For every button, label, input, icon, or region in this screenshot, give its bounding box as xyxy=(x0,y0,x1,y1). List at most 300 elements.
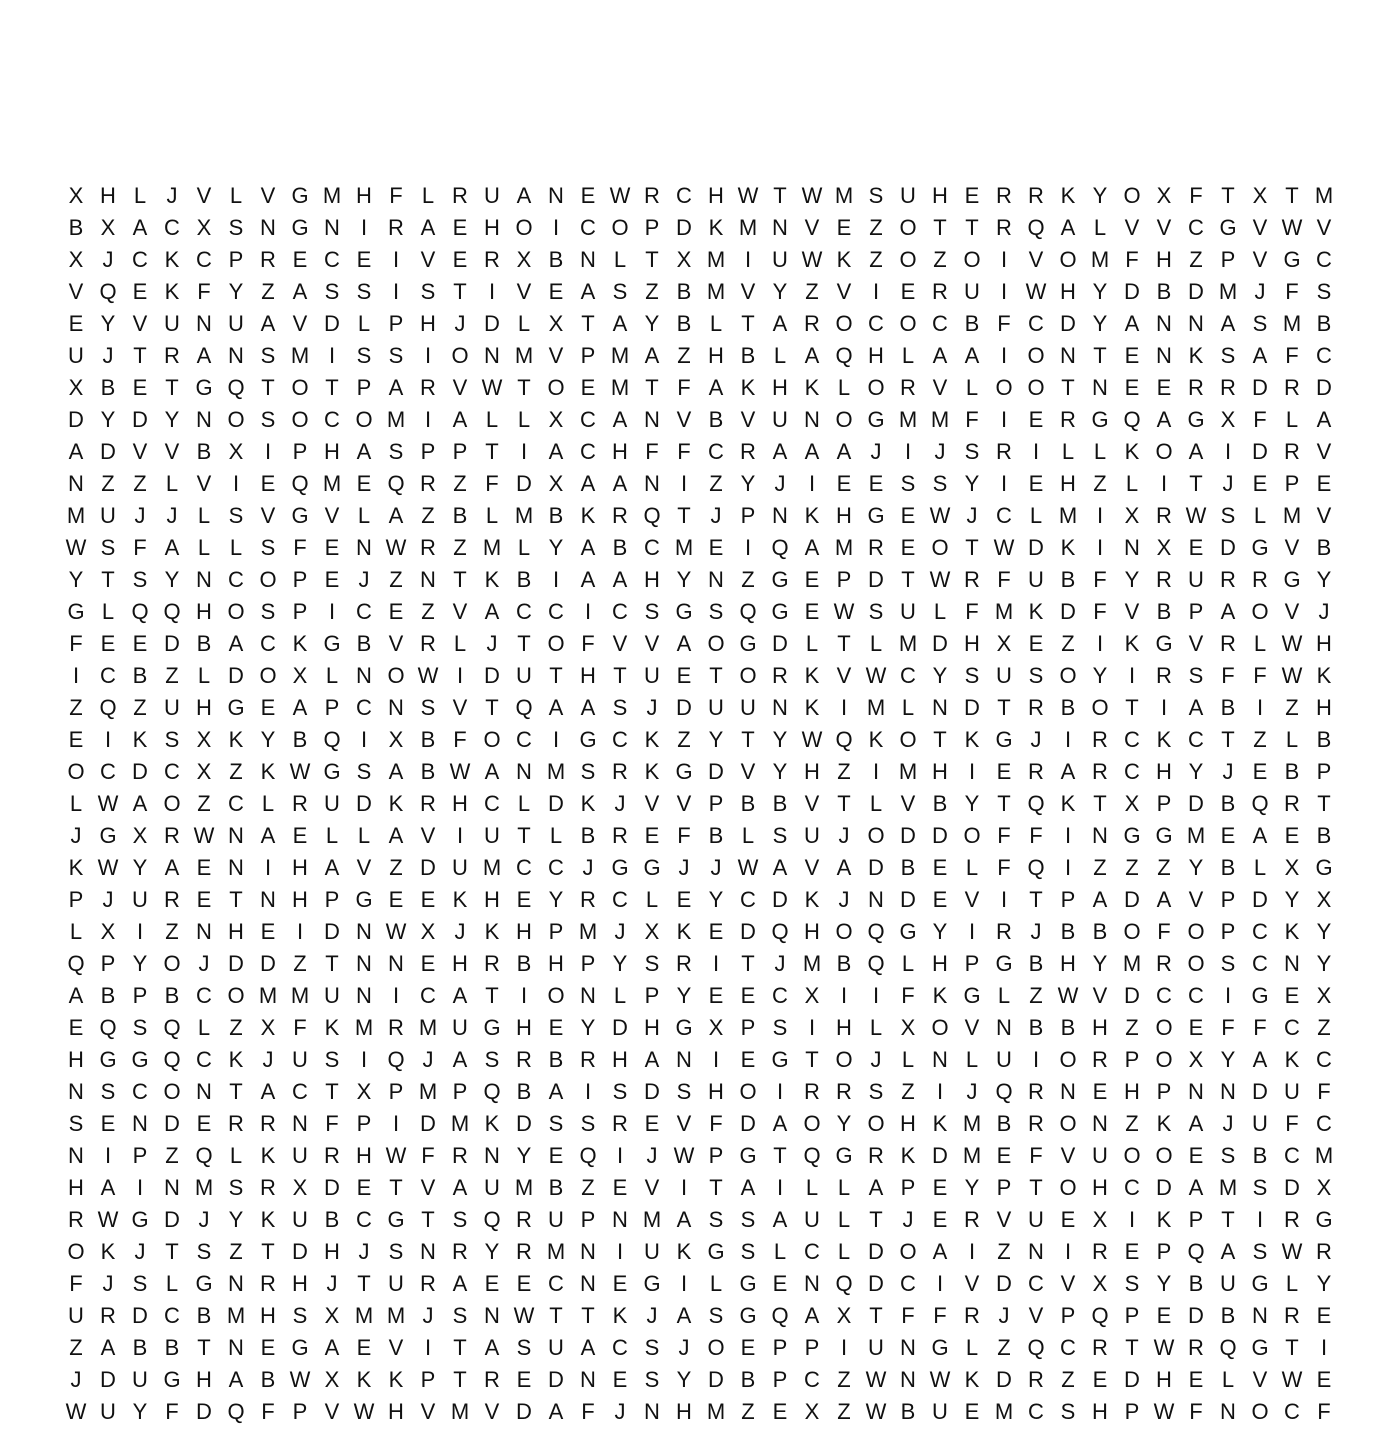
letter-cell[interactable]: S xyxy=(516,1335,532,1360)
letter-cell[interactable]: T xyxy=(933,215,947,240)
letter-cell[interactable]: G xyxy=(355,887,373,912)
letter-cell[interactable]: H xyxy=(1060,279,1076,304)
letter-cell[interactable]: I xyxy=(552,215,560,240)
letter-cell[interactable]: C xyxy=(580,439,596,464)
letter-cell[interactable]: R xyxy=(260,1175,276,1200)
letter-cell[interactable]: G xyxy=(739,1303,757,1328)
letter-cell[interactable]: K xyxy=(452,887,468,912)
letter-cell[interactable]: E xyxy=(644,1111,660,1136)
letter-cell[interactable]: E xyxy=(1028,407,1044,432)
letter-cell[interactable]: G xyxy=(195,1271,213,1296)
letter-cell[interactable]: M xyxy=(962,1111,982,1136)
letter-cell[interactable]: A xyxy=(356,439,372,464)
letter-cell[interactable]: I xyxy=(392,279,400,304)
letter-cell[interactable]: W xyxy=(1057,983,1079,1008)
letter-cell[interactable]: U xyxy=(132,1367,148,1392)
letter-cell[interactable]: V xyxy=(1028,1303,1044,1328)
letter-cell[interactable]: M xyxy=(66,503,86,528)
letter-cell[interactable]: H xyxy=(1316,631,1332,656)
letter-cell[interactable]: R xyxy=(580,1047,596,1072)
letter-cell[interactable]: Z xyxy=(837,1367,851,1392)
letter-cell[interactable]: D xyxy=(516,1399,532,1424)
letter-cell[interactable]: W xyxy=(833,599,855,624)
letter-cell[interactable]: I xyxy=(616,1143,624,1168)
letter-cell[interactable]: Z xyxy=(1317,1015,1331,1040)
letter-cell[interactable]: X xyxy=(548,471,564,496)
letter-cell[interactable]: G xyxy=(867,407,885,432)
letter-cell[interactable]: L xyxy=(613,983,627,1008)
letter-cell[interactable]: E xyxy=(100,1111,116,1136)
letter-cell[interactable]: V xyxy=(804,215,820,240)
letter-cell[interactable]: X xyxy=(68,183,84,208)
letter-cell[interactable]: C xyxy=(932,311,948,336)
letter-cell[interactable]: S xyxy=(260,599,276,624)
letter-cell[interactable]: Z xyxy=(933,247,947,272)
letter-cell[interactable]: I xyxy=(136,1175,144,1200)
letter-cell[interactable]: C xyxy=(516,727,532,752)
letter-cell[interactable]: E xyxy=(932,1207,948,1232)
letter-cell[interactable]: P xyxy=(292,439,308,464)
letter-cell[interactable]: G xyxy=(931,1335,949,1360)
letter-cell[interactable]: A xyxy=(452,983,468,1008)
letter-cell[interactable]: J xyxy=(358,567,370,592)
letter-cell[interactable]: S xyxy=(1028,663,1044,688)
letter-cell[interactable]: N xyxy=(804,1271,820,1296)
letter-cell[interactable]: U xyxy=(452,1015,468,1040)
letter-cell[interactable]: K xyxy=(868,727,884,752)
letter-cell[interactable]: T xyxy=(549,663,563,688)
letter-cell[interactable]: C xyxy=(196,1047,212,1072)
letter-cell[interactable]: D xyxy=(164,1207,180,1232)
letter-cell[interactable]: E xyxy=(292,247,308,272)
letter-cell[interactable]: P xyxy=(580,343,596,368)
letter-cell[interactable]: N xyxy=(388,951,404,976)
letter-cell[interactable]: K xyxy=(292,631,308,656)
letter-cell[interactable]: X xyxy=(1316,1175,1332,1200)
letter-cell[interactable]: O xyxy=(899,215,917,240)
letter-cell[interactable]: O xyxy=(227,407,245,432)
letter-cell[interactable]: M xyxy=(514,1175,534,1200)
letter-cell[interactable]: W xyxy=(1185,503,1207,528)
letter-cell[interactable]: F xyxy=(1253,407,1267,432)
letter-cell[interactable]: B xyxy=(900,855,916,880)
letter-cell[interactable]: Z xyxy=(389,855,403,880)
letter-cell[interactable]: Q xyxy=(1219,1335,1237,1360)
letter-cell[interactable]: U xyxy=(1284,1079,1300,1104)
letter-cell[interactable]: P xyxy=(132,1143,148,1168)
letter-cell[interactable]: P xyxy=(740,503,756,528)
letter-cell[interactable]: D xyxy=(772,887,788,912)
letter-cell[interactable]: I xyxy=(72,663,80,688)
letter-cell[interactable]: I xyxy=(552,567,560,592)
letter-cell[interactable]: S xyxy=(292,1303,308,1328)
letter-cell[interactable]: V xyxy=(420,823,436,848)
letter-cell[interactable]: S xyxy=(388,439,404,464)
letter-cell[interactable]: Q xyxy=(515,695,533,720)
letter-cell[interactable]: E xyxy=(964,1399,980,1424)
letter-cell[interactable]: L xyxy=(965,855,979,880)
letter-cell[interactable]: A xyxy=(772,1207,788,1232)
letter-cell[interactable]: X xyxy=(420,919,436,944)
letter-cell[interactable]: O xyxy=(355,407,373,432)
letter-cell[interactable]: S xyxy=(68,1111,84,1136)
letter-cell[interactable]: X xyxy=(1156,535,1172,560)
letter-cell[interactable]: D xyxy=(1252,1079,1268,1104)
letter-cell[interactable]: I xyxy=(1096,503,1104,528)
letter-cell[interactable]: T xyxy=(165,1239,179,1264)
letter-cell[interactable]: M xyxy=(322,471,342,496)
letter-cell[interactable]: M xyxy=(418,1079,438,1104)
letter-cell[interactable]: L xyxy=(933,599,947,624)
letter-cell[interactable]: F xyxy=(1093,567,1107,592)
letter-cell[interactable]: C xyxy=(484,791,500,816)
letter-cell[interactable]: P xyxy=(420,1367,436,1392)
letter-cell[interactable]: A xyxy=(484,759,500,784)
letter-cell[interactable]: L xyxy=(869,631,883,656)
letter-cell[interactable]: E xyxy=(1284,983,1300,1008)
letter-cell[interactable]: Y xyxy=(708,887,724,912)
letter-cell[interactable]: S xyxy=(100,1079,116,1104)
letter-cell[interactable]: A xyxy=(804,439,820,464)
letter-cell[interactable]: X xyxy=(100,919,116,944)
letter-cell[interactable]: D xyxy=(868,1239,884,1264)
letter-cell[interactable]: C xyxy=(708,439,724,464)
letter-cell[interactable]: P xyxy=(708,1143,724,1168)
letter-cell[interactable]: E xyxy=(260,1335,276,1360)
letter-cell[interactable]: K xyxy=(804,695,820,720)
letter-cell[interactable]: B xyxy=(1220,1303,1236,1328)
letter-cell[interactable]: G xyxy=(995,727,1013,752)
letter-cell[interactable]: Z xyxy=(677,727,691,752)
letter-cell[interactable]: A xyxy=(1252,343,1268,368)
letter-cell[interactable]: A xyxy=(1188,1175,1204,1200)
letter-cell[interactable]: P xyxy=(292,599,308,624)
letter-cell[interactable]: O xyxy=(963,823,981,848)
letter-cell[interactable]: A xyxy=(1316,407,1332,432)
letter-cell[interactable]: G xyxy=(643,1271,661,1296)
letter-cell[interactable]: A xyxy=(260,311,276,336)
letter-cell[interactable]: J xyxy=(646,1303,658,1328)
letter-cell[interactable]: T xyxy=(453,567,467,592)
letter-cell[interactable]: L xyxy=(709,1271,723,1296)
letter-cell[interactable]: V xyxy=(964,887,980,912)
letter-cell[interactable]: Z xyxy=(997,1239,1011,1264)
letter-cell[interactable]: M xyxy=(354,1015,374,1040)
letter-cell[interactable]: L xyxy=(1125,471,1139,496)
letter-cell[interactable]: V xyxy=(1124,215,1140,240)
letter-cell[interactable]: V xyxy=(164,439,180,464)
letter-cell[interactable]: Z xyxy=(69,1335,83,1360)
letter-cell[interactable]: Z xyxy=(677,343,691,368)
letter-cell[interactable]: O xyxy=(835,919,853,944)
letter-cell[interactable]: T xyxy=(1125,1335,1139,1360)
letter-cell[interactable]: E xyxy=(1156,375,1172,400)
letter-cell[interactable]: A xyxy=(324,1335,340,1360)
letter-cell[interactable]: L xyxy=(645,887,659,912)
letter-cell[interactable]: H xyxy=(1060,951,1076,976)
letter-cell[interactable]: P xyxy=(356,1111,372,1136)
letter-cell[interactable]: Q xyxy=(483,1207,501,1232)
letter-cell[interactable]: C xyxy=(676,183,692,208)
letter-cell[interactable]: L xyxy=(229,183,243,208)
letter-cell[interactable]: U xyxy=(164,695,180,720)
letter-cell[interactable]: Q xyxy=(643,503,661,528)
letter-cell[interactable]: N xyxy=(484,343,500,368)
letter-cell[interactable]: E xyxy=(772,1399,788,1424)
letter-cell[interactable]: Y xyxy=(1316,951,1332,976)
letter-cell[interactable]: A xyxy=(452,1271,468,1296)
letter-cell[interactable]: Y xyxy=(1092,279,1108,304)
letter-cell[interactable]: W xyxy=(65,535,87,560)
letter-cell[interactable]: A xyxy=(580,1335,596,1360)
letter-cell[interactable]: E xyxy=(580,375,596,400)
letter-cell[interactable]: R xyxy=(1028,1367,1044,1392)
letter-cell[interactable]: C xyxy=(612,887,628,912)
letter-cell[interactable]: C xyxy=(1188,727,1204,752)
letter-cell[interactable]: K xyxy=(1028,599,1044,624)
letter-cell[interactable]: N xyxy=(484,1143,500,1168)
letter-cell[interactable]: F xyxy=(197,279,211,304)
letter-cell[interactable]: A xyxy=(772,1111,788,1136)
letter-cell[interactable]: O xyxy=(1187,919,1205,944)
letter-cell[interactable]: B xyxy=(772,791,788,816)
letter-cell[interactable]: S xyxy=(772,823,788,848)
letter-cell[interactable]: C xyxy=(1028,1271,1044,1296)
letter-cell[interactable]: J xyxy=(358,1239,370,1264)
letter-cell[interactable]: M xyxy=(738,215,758,240)
letter-cell[interactable]: R xyxy=(420,471,436,496)
letter-cell[interactable]: V xyxy=(676,1111,692,1136)
letter-cell[interactable]: X xyxy=(196,727,212,752)
letter-cell[interactable]: L xyxy=(901,343,915,368)
letter-cell[interactable]: R xyxy=(420,375,436,400)
letter-cell[interactable]: T xyxy=(645,247,659,272)
letter-cell[interactable]: R xyxy=(964,567,980,592)
letter-cell[interactable]: A xyxy=(420,215,436,240)
letter-cell[interactable]: T xyxy=(165,375,179,400)
letter-cell[interactable]: J xyxy=(614,919,626,944)
letter-cell[interactable]: R xyxy=(1316,1239,1332,1264)
letter-cell[interactable]: O xyxy=(227,599,245,624)
letter-cell[interactable]: U xyxy=(708,695,724,720)
letter-cell[interactable]: W xyxy=(289,759,311,784)
letter-cell[interactable]: D xyxy=(964,695,980,720)
letter-cell[interactable]: E xyxy=(1028,471,1044,496)
letter-cell[interactable]: H xyxy=(804,759,820,784)
letter-cell[interactable]: H xyxy=(260,1303,276,1328)
letter-cell[interactable]: U xyxy=(740,695,756,720)
letter-cell[interactable]: A xyxy=(100,1335,116,1360)
letter-cell[interactable]: R xyxy=(164,343,180,368)
letter-cell[interactable]: A xyxy=(100,1175,116,1200)
letter-cell[interactable]: G xyxy=(1283,247,1301,272)
letter-cell[interactable]: Q xyxy=(835,727,853,752)
letter-cell[interactable]: P xyxy=(1188,599,1204,624)
letter-cell[interactable]: E xyxy=(1124,375,1140,400)
letter-cell[interactable]: L xyxy=(1253,503,1267,528)
letter-cell[interactable]: N xyxy=(1220,1399,1236,1424)
letter-cell[interactable]: U xyxy=(964,279,980,304)
letter-cell[interactable]: U xyxy=(804,823,820,848)
letter-cell[interactable]: P xyxy=(1156,1239,1172,1264)
letter-cell[interactable]: F xyxy=(69,1271,83,1296)
letter-cell[interactable]: E xyxy=(740,983,756,1008)
letter-cell[interactable]: M xyxy=(226,1303,246,1328)
letter-cell[interactable]: X xyxy=(1220,407,1236,432)
letter-cell[interactable]: Z xyxy=(1125,1015,1139,1040)
letter-cell[interactable]: K xyxy=(228,1047,244,1072)
letter-cell[interactable]: D xyxy=(260,951,276,976)
letter-cell[interactable]: K xyxy=(484,919,500,944)
letter-cell[interactable]: G xyxy=(387,1207,405,1232)
letter-cell[interactable]: G xyxy=(867,503,885,528)
letter-cell[interactable]: O xyxy=(899,727,917,752)
letter-cell[interactable]: Z xyxy=(69,695,83,720)
letter-cell[interactable]: C xyxy=(1284,1015,1300,1040)
letter-cell[interactable]: D xyxy=(484,311,500,336)
letter-cell[interactable]: H xyxy=(708,1079,724,1104)
letter-cell[interactable]: T xyxy=(613,663,627,688)
letter-cell[interactable]: M xyxy=(482,535,502,560)
letter-cell[interactable]: A xyxy=(580,535,596,560)
letter-cell[interactable]: C xyxy=(132,247,148,272)
letter-cell[interactable]: K xyxy=(612,1303,628,1328)
letter-cell[interactable]: C xyxy=(1316,1111,1332,1136)
letter-cell[interactable]: S xyxy=(484,1047,500,1072)
letter-cell[interactable]: R xyxy=(996,215,1012,240)
letter-cell[interactable]: E xyxy=(1252,759,1268,784)
letter-cell[interactable]: T xyxy=(1285,1335,1299,1360)
letter-cell[interactable]: D xyxy=(356,791,372,816)
letter-cell[interactable]: M xyxy=(1282,311,1302,336)
letter-cell[interactable]: A xyxy=(452,407,468,432)
letter-cell[interactable]: X xyxy=(804,1399,820,1424)
letter-cell[interactable]: C xyxy=(1028,311,1044,336)
letter-cell[interactable]: B xyxy=(1220,855,1236,880)
letter-cell[interactable]: C xyxy=(164,759,180,784)
letter-cell[interactable]: A xyxy=(164,535,180,560)
letter-cell[interactable]: O xyxy=(291,407,309,432)
letter-cell[interactable]: R xyxy=(1028,759,1044,784)
letter-cell[interactable]: C xyxy=(1188,983,1204,1008)
letter-cell[interactable]: I xyxy=(1224,439,1232,464)
letter-cell[interactable]: G xyxy=(1251,535,1269,560)
letter-cell[interactable]: R xyxy=(996,919,1012,944)
letter-cell[interactable]: F xyxy=(1221,1015,1235,1040)
letter-cell[interactable]: Z xyxy=(869,247,883,272)
letter-cell[interactable]: O xyxy=(867,375,885,400)
letter-cell[interactable]: O xyxy=(963,247,981,272)
letter-cell[interactable]: O xyxy=(259,663,277,688)
letter-cell[interactable]: K xyxy=(1316,663,1332,688)
letter-cell[interactable]: A xyxy=(292,695,308,720)
letter-cell[interactable]: H xyxy=(484,887,500,912)
letter-cell[interactable]: K xyxy=(1284,919,1300,944)
letter-cell[interactable]: K xyxy=(388,791,404,816)
letter-cell[interactable]: D xyxy=(516,1111,532,1136)
letter-cell[interactable]: N xyxy=(356,983,372,1008)
letter-cell[interactable]: U xyxy=(804,1207,820,1232)
letter-cell[interactable]: D xyxy=(612,1015,628,1040)
letter-cell[interactable]: R xyxy=(164,823,180,848)
letter-cell[interactable]: D xyxy=(1252,375,1268,400)
letter-cell[interactable]: I xyxy=(1032,439,1040,464)
letter-cell[interactable]: V xyxy=(1316,439,1332,464)
letter-cell[interactable]: Z xyxy=(1029,983,1043,1008)
letter-cell[interactable]: S xyxy=(1220,951,1236,976)
letter-cell[interactable]: O xyxy=(867,1111,885,1136)
letter-cell[interactable]: T xyxy=(869,1207,883,1232)
letter-cell[interactable]: D xyxy=(676,695,692,720)
letter-cell[interactable]: H xyxy=(772,375,788,400)
letter-cell[interactable]: V xyxy=(292,311,308,336)
letter-cell[interactable]: R xyxy=(420,791,436,816)
letter-cell[interactable]: E xyxy=(900,279,916,304)
letter-cell[interactable]: Z xyxy=(1253,727,1267,752)
letter-cell[interactable]: G xyxy=(99,823,117,848)
letter-cell[interactable]: K xyxy=(164,279,180,304)
letter-cell[interactable]: Q xyxy=(1027,1335,1045,1360)
letter-cell[interactable]: P xyxy=(1220,247,1236,272)
letter-cell[interactable]: R xyxy=(260,247,276,272)
letter-cell[interactable]: R xyxy=(1220,375,1236,400)
letter-cell[interactable]: V xyxy=(676,407,692,432)
letter-cell[interactable]: U xyxy=(996,663,1012,688)
letter-cell[interactable]: N xyxy=(996,1015,1012,1040)
letter-cell[interactable]: F xyxy=(1189,1399,1203,1424)
letter-cell[interactable]: C xyxy=(132,1079,148,1104)
letter-cell[interactable]: Y xyxy=(932,663,948,688)
letter-cell[interactable]: R xyxy=(612,759,628,784)
letter-cell[interactable]: N xyxy=(580,1239,596,1264)
letter-cell[interactable]: J xyxy=(710,855,722,880)
letter-cell[interactable]: V xyxy=(836,663,852,688)
letter-cell[interactable]: B xyxy=(740,791,756,816)
letter-cell[interactable]: J xyxy=(1222,759,1234,784)
letter-cell[interactable]: F xyxy=(325,1111,339,1136)
letter-cell[interactable]: A xyxy=(452,1175,468,1200)
letter-cell[interactable]: I xyxy=(1064,823,1072,848)
letter-cell[interactable]: T xyxy=(741,311,755,336)
letter-cell[interactable]: P xyxy=(388,311,404,336)
letter-cell[interactable]: R xyxy=(1028,1079,1044,1104)
letter-cell[interactable]: I xyxy=(424,1335,432,1360)
letter-cell[interactable]: M xyxy=(610,375,630,400)
letter-cell[interactable]: Q xyxy=(739,599,757,624)
letter-cell[interactable]: Y xyxy=(708,727,724,752)
letter-cell[interactable]: F xyxy=(1285,1111,1299,1136)
letter-cell[interactable]: P xyxy=(548,919,564,944)
letter-cell[interactable]: T xyxy=(1029,887,1043,912)
letter-cell[interactable]: C xyxy=(228,791,244,816)
letter-cell[interactable]: I xyxy=(392,983,400,1008)
letter-cell[interactable]: C xyxy=(1156,983,1172,1008)
letter-cell[interactable]: O xyxy=(227,983,245,1008)
letter-cell[interactable]: R xyxy=(964,1303,980,1328)
letter-cell[interactable]: C xyxy=(772,983,788,1008)
letter-cell[interactable]: E xyxy=(1092,1367,1108,1392)
letter-cell[interactable]: T xyxy=(581,1303,595,1328)
letter-cell[interactable]: I xyxy=(1096,631,1104,656)
letter-cell[interactable]: B xyxy=(1220,791,1236,816)
letter-cell[interactable]: E xyxy=(996,759,1012,784)
letter-cell[interactable]: O xyxy=(1251,599,1269,624)
letter-cell[interactable]: K xyxy=(740,375,756,400)
letter-cell[interactable]: O xyxy=(1187,951,1205,976)
letter-cell[interactable]: E xyxy=(324,535,340,560)
letter-cell[interactable]: X xyxy=(1316,983,1332,1008)
letter-cell[interactable]: S xyxy=(196,1239,212,1264)
